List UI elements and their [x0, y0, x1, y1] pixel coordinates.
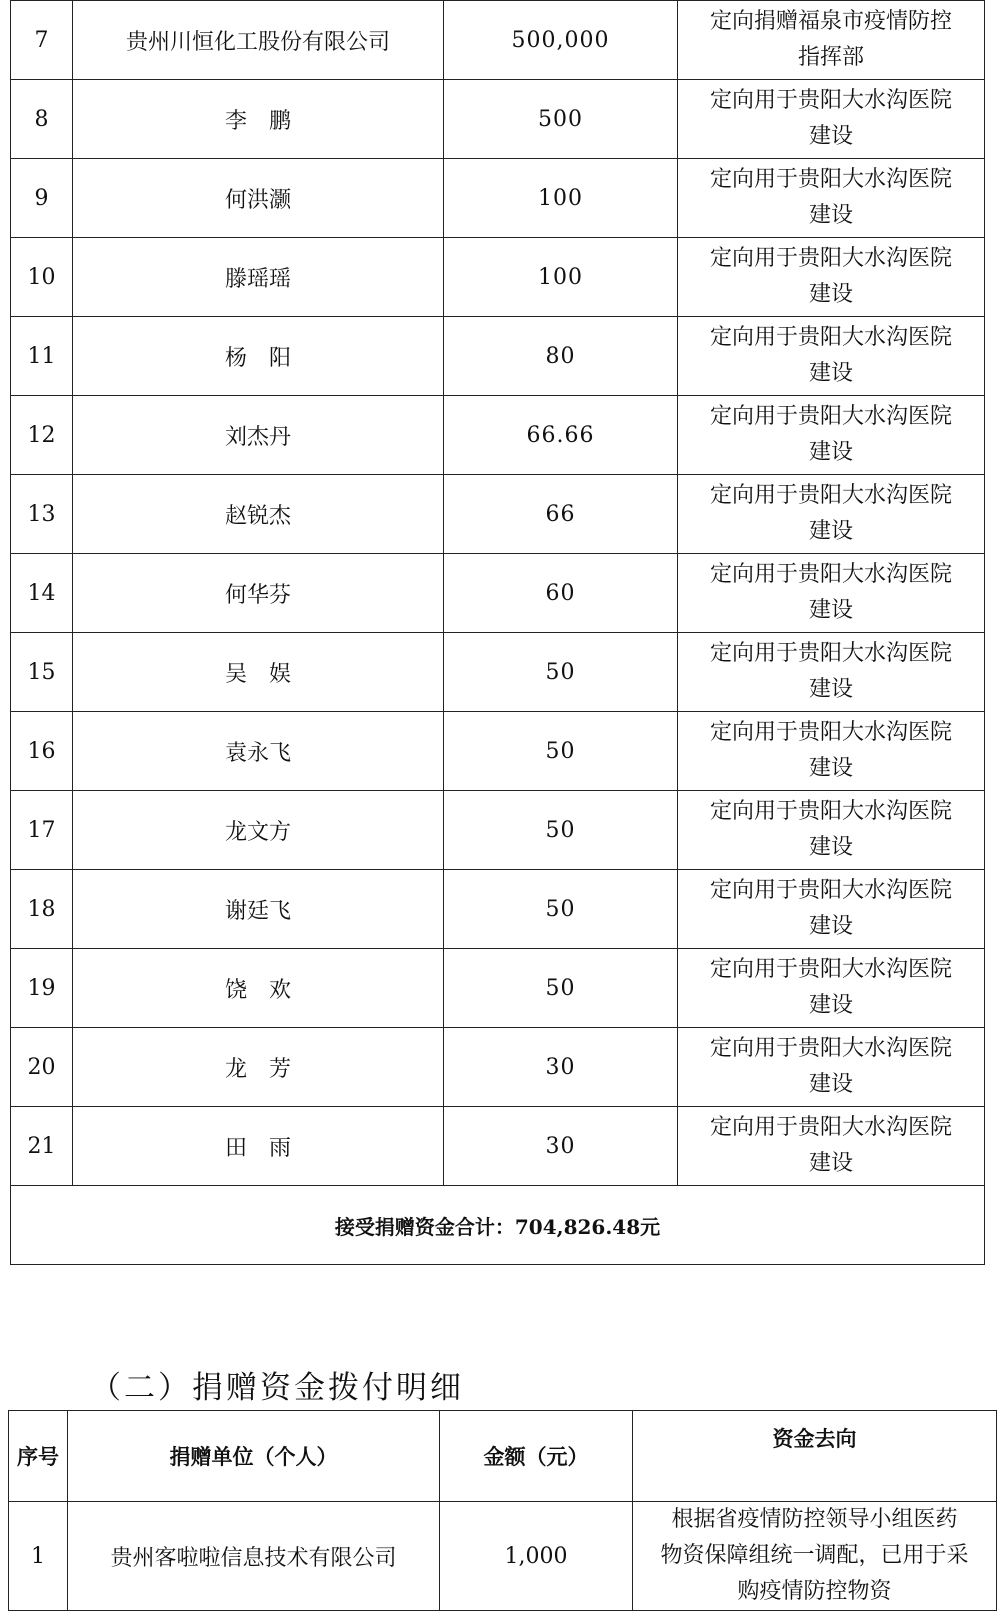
row-purpose-line1: 定向用于贵阳大水沟医院	[709, 957, 952, 982]
row-amount: 66	[444, 475, 678, 554]
row-purpose-line2: 建设	[808, 203, 853, 228]
row-purpose-line2: 建设	[808, 677, 853, 702]
row-purpose-line1: 定向用于贵阳大水沟医院	[709, 325, 952, 350]
row-amount: 100	[444, 159, 678, 238]
row-purpose	[678, 1, 985, 80]
row-amount: 50	[444, 949, 678, 1028]
table-row	[11, 1, 985, 80]
row-no: 11	[11, 317, 73, 396]
row-purpose	[678, 949, 985, 1028]
header-donor: 捐赠单位（个人）	[68, 1411, 440, 1502]
table-row	[11, 238, 985, 317]
total-row	[11, 1186, 985, 1265]
row-purpose-line1: 定向用于贵阳大水沟医院	[709, 878, 952, 903]
row-purpose-line1: 定向用于贵阳大水沟医院	[709, 88, 952, 113]
table-row	[11, 712, 985, 791]
row-purpose-line2: 建设	[808, 914, 853, 939]
section-title: （二）捐赠资金拨付明细	[90, 1370, 464, 1406]
row-purpose-line1: 定向用于贵阳大水沟医院	[709, 799, 952, 824]
row-amount: 50	[444, 791, 678, 870]
row-no: 9	[11, 159, 73, 238]
row-donor: 何洪灏	[73, 159, 444, 238]
table-row	[11, 159, 985, 238]
row-purpose-line1: 定向用于贵阳大水沟医院	[709, 1036, 952, 1061]
row-purpose	[678, 238, 985, 317]
row-amount: 100	[444, 238, 678, 317]
row-purpose	[678, 1107, 985, 1186]
row-no: 17	[11, 791, 73, 870]
row-purpose	[678, 791, 985, 870]
header-destination: 资金去向	[633, 1411, 997, 1502]
row-purpose-line1: 定向用于贵阳大水沟医院	[709, 562, 952, 587]
table-row	[11, 1107, 985, 1186]
row-purpose-line1: 定向用于贵阳大水沟医院	[709, 641, 952, 666]
row-amount: 66.66	[444, 396, 678, 475]
row-amount: 60	[444, 554, 678, 633]
row-donor: 袁永飞	[73, 712, 444, 791]
row-purpose	[678, 475, 985, 554]
row-donor: 杨 阳	[73, 317, 444, 396]
row-donor: 饶 欢	[73, 949, 444, 1028]
row-amount: 80	[444, 317, 678, 396]
row-purpose-line2: 建设	[808, 519, 853, 544]
table-row	[11, 80, 985, 159]
row-purpose-line2: 建设	[808, 1072, 853, 1097]
table-row	[11, 633, 985, 712]
table-row	[11, 475, 985, 554]
header-row	[9, 1411, 997, 1502]
row-no: 10	[11, 238, 73, 317]
row-purpose	[678, 633, 985, 712]
row-purpose-line1: 定向用于贵阳大水沟医院	[709, 483, 952, 508]
row-no: 8	[11, 80, 73, 159]
row-no: 18	[11, 870, 73, 949]
row-no: 1	[9, 1502, 68, 1611]
row-purpose-line2: 建设	[808, 993, 853, 1018]
table-row	[11, 791, 985, 870]
header-amount: 金额（元）	[440, 1411, 633, 1502]
row-purpose-line1: 定向捐赠福泉市疫情防控	[709, 9, 952, 34]
row-purpose	[678, 317, 985, 396]
donation-disbursement-table	[8, 1410, 997, 1611]
row-no: 15	[11, 633, 73, 712]
row-purpose-line2: 建设	[808, 835, 853, 860]
row-no: 20	[11, 1028, 73, 1107]
row-purpose	[678, 1028, 985, 1107]
table-row	[11, 554, 985, 633]
table-row	[11, 870, 985, 949]
table-row	[11, 1028, 985, 1107]
row-destination-line1: 根据省疫情防控领导小组医药	[671, 1507, 958, 1532]
table-row	[11, 317, 985, 396]
row-no: 16	[11, 712, 73, 791]
row-purpose-line1: 定向用于贵阳大水沟医院	[709, 720, 952, 745]
row-purpose-line2: 建设	[808, 756, 853, 781]
row-amount: 500,000	[444, 1, 678, 80]
row-amount: 50	[444, 870, 678, 949]
row-amount: 1,000	[440, 1502, 633, 1611]
total-amount: 接受捐赠资金合计：704,826.48元	[11, 1186, 985, 1265]
row-purpose	[678, 396, 985, 475]
row-purpose-line2: 建设	[808, 361, 853, 386]
row-destination-line3: 购疫情防控物资	[737, 1579, 892, 1604]
row-amount: 500	[444, 80, 678, 159]
row-purpose	[678, 712, 985, 791]
row-donor: 谢廷飞	[73, 870, 444, 949]
donation-receipt-table	[10, 0, 985, 1265]
row-purpose-line2: 建设	[808, 1151, 853, 1176]
row-purpose-line2: 建设	[808, 282, 853, 307]
row-purpose-line2: 建设	[808, 124, 853, 149]
row-donor: 赵锐杰	[73, 475, 444, 554]
row-donor: 龙 芳	[73, 1028, 444, 1107]
row-donor: 吴 娱	[73, 633, 444, 712]
row-donor: 李 鹏	[73, 80, 444, 159]
row-donor: 贵州客啦啦信息技术有限公司	[68, 1502, 440, 1611]
row-purpose-line1: 定向用于贵阳大水沟医院	[709, 1115, 952, 1140]
row-donor: 贵州川恒化工股份有限公司	[73, 1, 444, 80]
row-purpose-line1: 定向用于贵阳大水沟医院	[709, 246, 952, 271]
row-purpose-line2: 建设	[808, 598, 853, 623]
row-donor: 刘杰丹	[73, 396, 444, 475]
row-purpose	[678, 159, 985, 238]
row-purpose-line1: 定向用于贵阳大水沟医院	[709, 167, 952, 192]
row-donor: 何华芬	[73, 554, 444, 633]
row-purpose-line2: 指挥部	[797, 45, 864, 70]
row-no: 7	[11, 1, 73, 80]
table-row	[9, 1502, 997, 1611]
row-amount: 50	[444, 633, 678, 712]
row-no: 14	[11, 554, 73, 633]
row-purpose-line2: 建设	[808, 440, 853, 465]
row-amount: 30	[444, 1028, 678, 1107]
row-amount: 30	[444, 1107, 678, 1186]
row-destination-line2: 物资保障组统一调配，已用于采	[660, 1543, 969, 1568]
row-donor: 田 雨	[73, 1107, 444, 1186]
row-donor: 滕瑶瑶	[73, 238, 444, 317]
row-no: 12	[11, 396, 73, 475]
row-amount: 50	[444, 712, 678, 791]
row-no: 21	[11, 1107, 73, 1186]
row-purpose-line1: 定向用于贵阳大水沟医院	[709, 404, 952, 429]
row-no: 19	[11, 949, 73, 1028]
row-purpose	[678, 80, 985, 159]
row-no: 13	[11, 475, 73, 554]
table-row	[11, 396, 985, 475]
header-no: 序号	[9, 1411, 68, 1502]
table-row	[11, 949, 985, 1028]
row-purpose	[678, 870, 985, 949]
row-donor: 龙文方	[73, 791, 444, 870]
row-destination	[633, 1502, 997, 1611]
row-purpose	[678, 554, 985, 633]
